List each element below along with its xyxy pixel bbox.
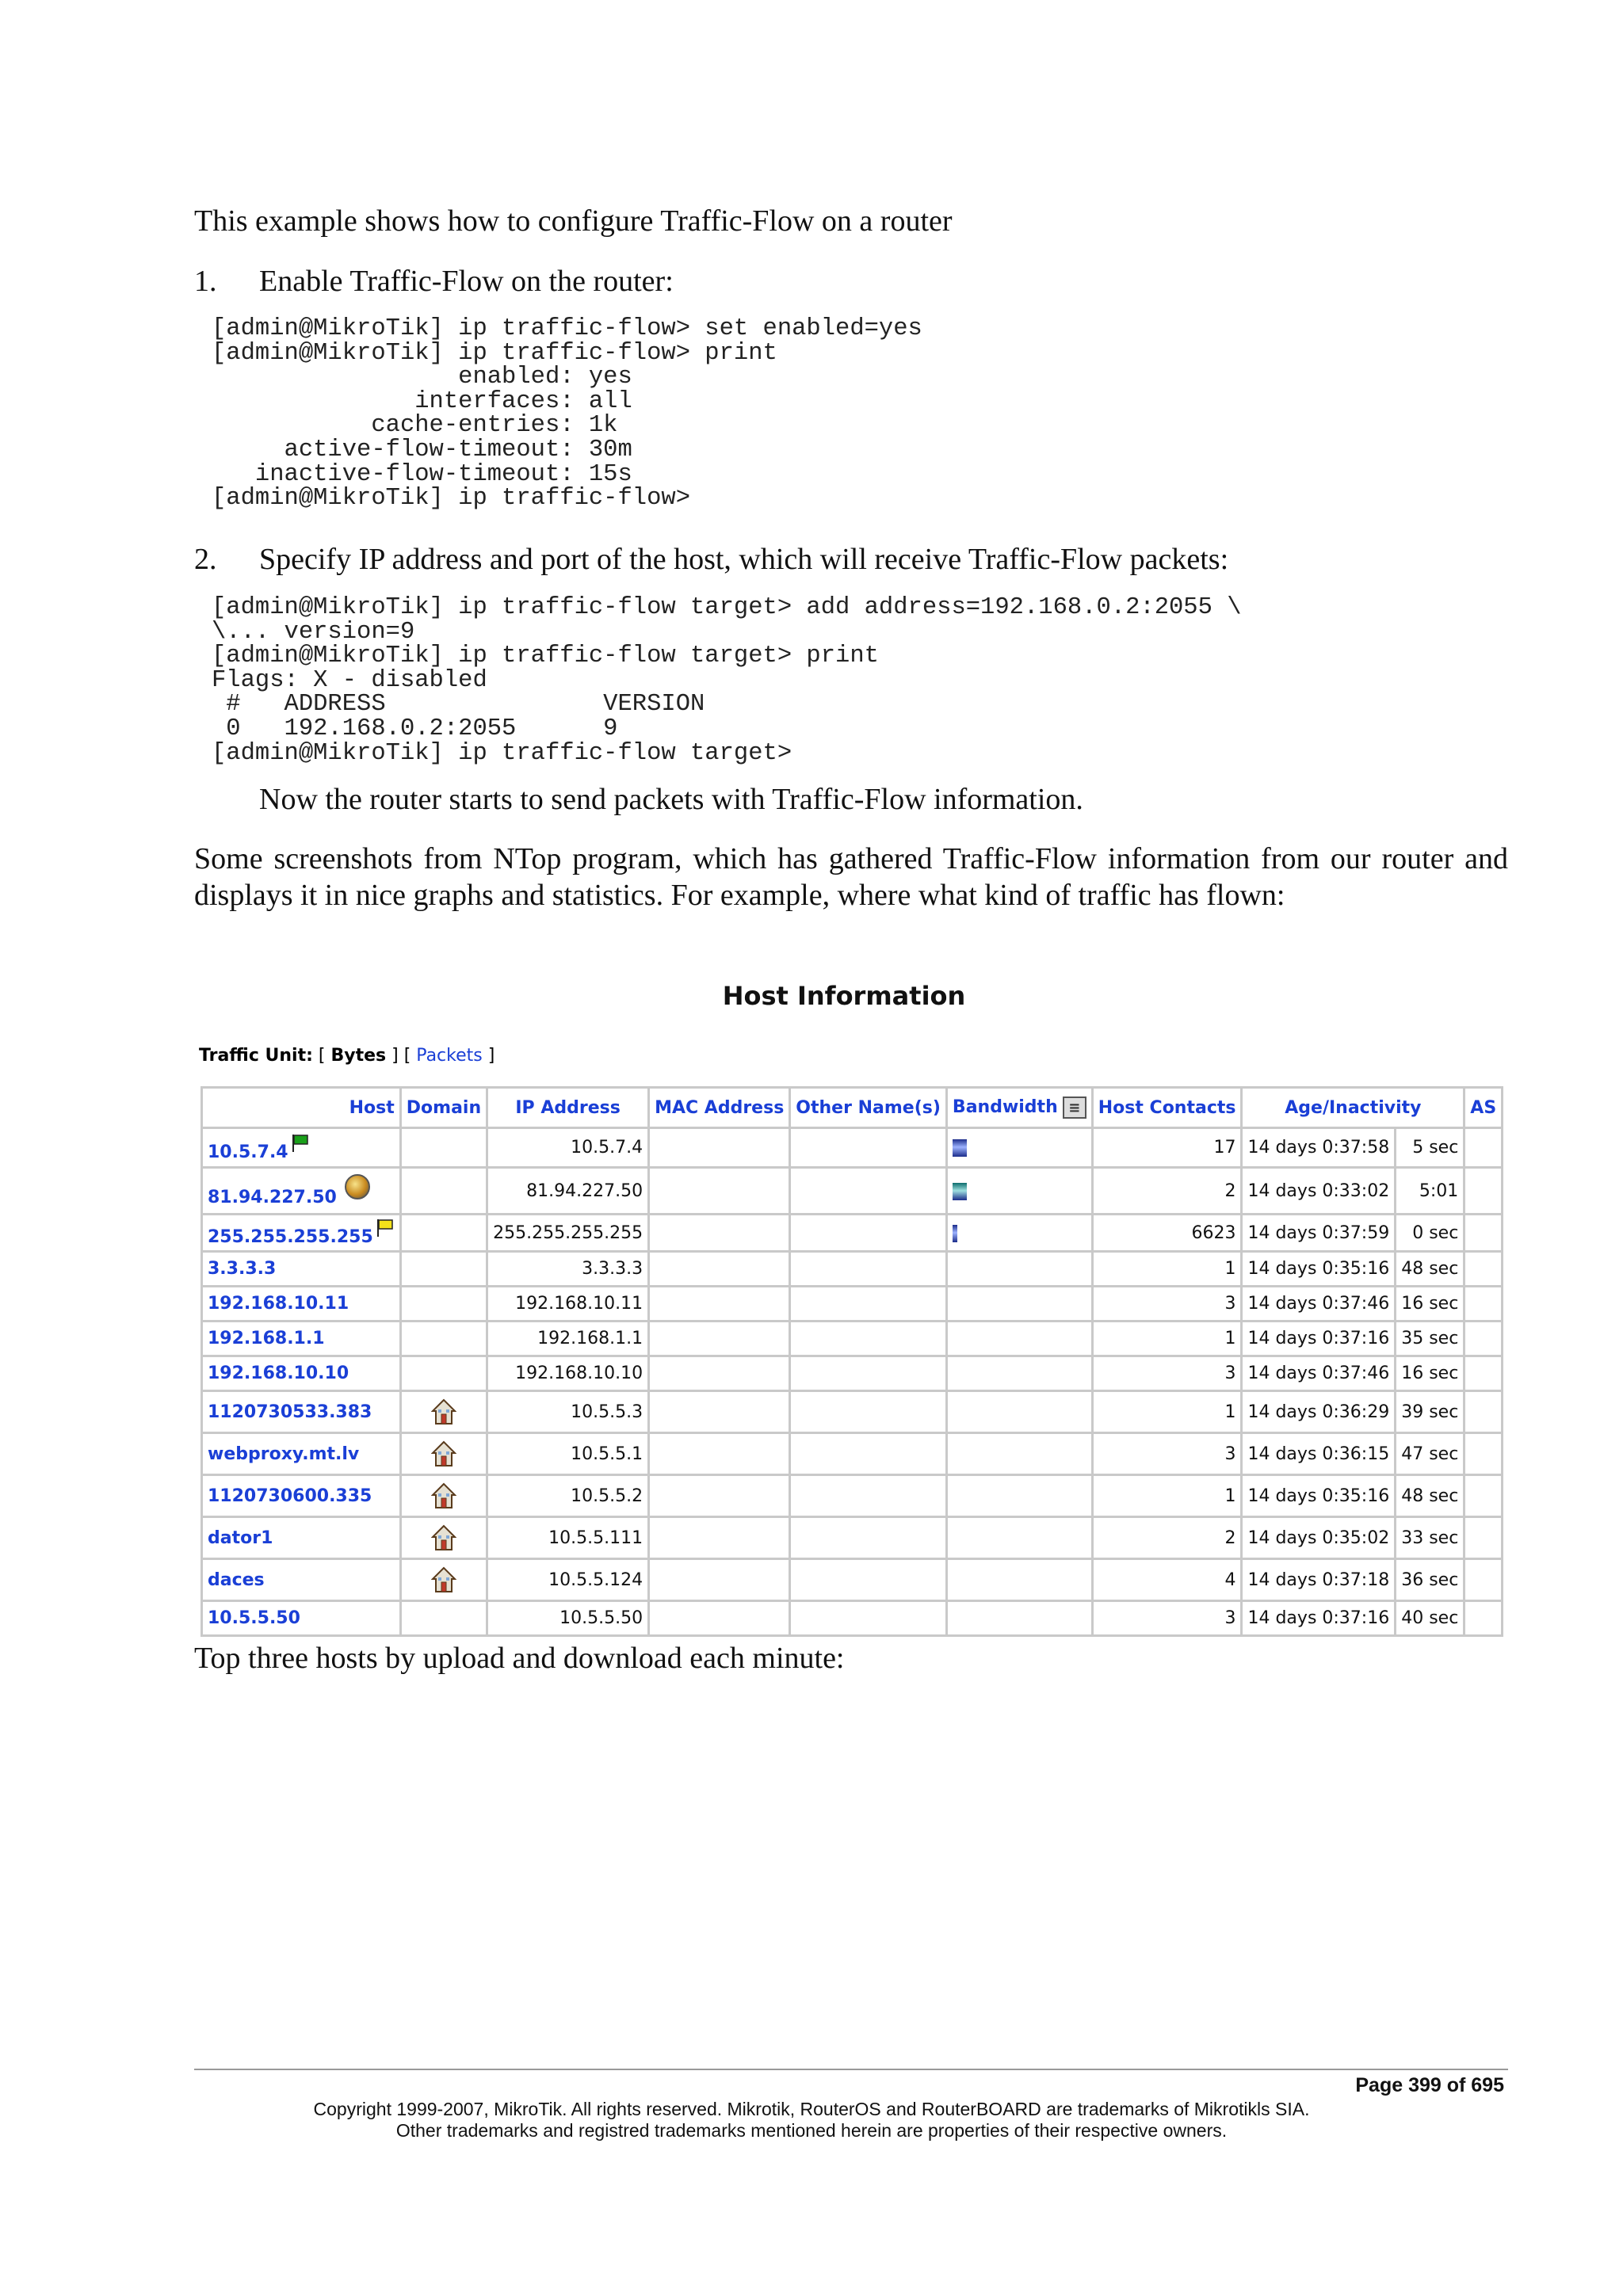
age-cell: 14 days 0:33:02 — [1243, 1169, 1394, 1213]
code-block-1: [admin@MikroTik] ip traffic-flow> set enabled=yes [admin@MikroTik] ip traffic-flow> print enabled: yes interfaces: all cache-entries: 1k active-flow-timeout: 30m inactive-flow-timeout: 15s [admin@MikroTik] ip traffic-flow> — [212, 315, 922, 513]
table-row — [203, 1169, 1501, 1213]
host-link[interactable]: 192.168.10.10 — [208, 1363, 349, 1383]
copyright-line-1: Copyright 1999-2007, MikroTik. All rights reserved. Mikrotik, RouterOS and RouterBOARD are trademarks of Mikrotikls SIA. — [313, 2099, 1310, 2119]
step-2 — [194, 541, 1228, 578]
mac-cell — [650, 1287, 789, 1320]
inactivity-cell: 47 sec — [1396, 1434, 1463, 1474]
host-cell — [203, 1476, 399, 1516]
other-name-cell — [791, 1357, 945, 1390]
bandwidth-cell — [948, 1434, 1091, 1474]
domain-cell — [402, 1357, 486, 1390]
host-cell — [203, 1434, 399, 1474]
mac-cell — [650, 1434, 789, 1474]
domain-cell — [402, 1518, 486, 1558]
bandwidth-cell — [948, 1560, 1091, 1600]
col-ip-address[interactable]: IP Address — [488, 1089, 647, 1127]
other-name-cell — [791, 1129, 945, 1166]
unit-packets-link[interactable]: Packets — [416, 1046, 483, 1066]
age-cell: 14 days 0:37:18 — [1243, 1560, 1394, 1600]
col-bandwidth-label[interactable]: Bandwidth — [952, 1097, 1058, 1117]
domain-cell — [402, 1129, 486, 1166]
table-row — [203, 1357, 1501, 1390]
bandwidth-bar — [953, 1225, 957, 1242]
host-contacts-cell: 3 — [1094, 1357, 1241, 1390]
host-contacts-cell: 1 — [1094, 1253, 1241, 1285]
ip-cell: 10.5.7.4 — [488, 1129, 647, 1166]
ip-cell: 10.5.5.2 — [488, 1476, 647, 1516]
inactivity-cell: 16 sec — [1396, 1287, 1463, 1320]
host-contacts-cell: 1 — [1094, 1392, 1241, 1432]
figure-title: Host Information — [722, 981, 966, 1011]
host-cell — [203, 1253, 399, 1285]
step-2-text: Specify IP address and port of the host, which will receive Traffic-Flow packets: — [259, 543, 1229, 576]
inactivity-cell: 33 sec — [1396, 1518, 1463, 1558]
host-link[interactable]: dator1 — [208, 1527, 273, 1548]
col-other-names[interactable]: Other Name(s) — [791, 1089, 945, 1127]
host-cell — [203, 1322, 399, 1355]
domain-cell — [402, 1253, 486, 1285]
host-link[interactable]: 10.5.7.4 — [208, 1142, 288, 1162]
green-flag-icon — [291, 1134, 310, 1153]
table-row — [203, 1287, 1501, 1320]
ip-cell: 3.3.3.3 — [488, 1253, 647, 1285]
host-rows — [203, 1129, 1501, 1634]
mac-cell — [650, 1518, 789, 1558]
as-cell — [1465, 1287, 1501, 1320]
traffic-unit-selector: Traffic Unit: [ Bytes ] [ Packets ] — [199, 1046, 495, 1066]
step-1-number: 1. — [194, 265, 217, 298]
as-cell — [1465, 1392, 1501, 1432]
ip-cell: 10.5.5.1 — [488, 1434, 647, 1474]
as-cell — [1465, 1434, 1501, 1474]
col-host[interactable]: Host — [203, 1089, 399, 1127]
domain-cell — [402, 1322, 486, 1355]
as-cell — [1465, 1602, 1501, 1634]
domain-cell — [402, 1602, 486, 1634]
table-row — [203, 1322, 1501, 1355]
bandwidth-cell — [948, 1357, 1091, 1390]
mac-cell — [650, 1602, 789, 1634]
host-contacts-cell: 3 — [1094, 1287, 1241, 1320]
bandwidth-cell — [948, 1287, 1091, 1320]
mac-cell — [650, 1169, 789, 1213]
inactivity-cell: 5:01 — [1396, 1169, 1463, 1213]
host-cell — [203, 1287, 399, 1320]
after-code-text: Now the router starts to send packets with Traffic-Flow information. — [259, 783, 1083, 816]
age-cell: 14 days 0:37:58 — [1243, 1129, 1394, 1166]
other-name-cell — [791, 1322, 945, 1355]
as-cell — [1465, 1322, 1501, 1355]
other-name-cell — [791, 1518, 945, 1558]
host-link[interactable]: 255.255.255.255 — [208, 1227, 373, 1247]
host-link[interactable]: 192.168.1.1 — [208, 1329, 325, 1348]
age-cell: 14 days 0:35:02 — [1243, 1518, 1394, 1558]
copyright-line-2: Other trademarks and registred trademarks mentioned herein are properties of their respective owners. — [395, 2120, 1228, 2141]
host-link[interactable]: 192.168.10.11 — [208, 1294, 349, 1314]
domain-cell — [402, 1392, 486, 1432]
host-link[interactable]: 81.94.227.50 — [208, 1188, 337, 1207]
mac-cell — [650, 1560, 789, 1600]
table-row — [203, 1560, 1501, 1600]
bandwidth-cell — [948, 1129, 1091, 1166]
code-block-2: [admin@MikroTik] ip traffic-flow target> add address=192.168.0.2:2055 \ \... version=9 [admin@MikroTik] ip traffic-flow target> print Flags: X - disabled # ADDRESS VERSION 0 192.168.0.2:2055 9 [admin@MikroTik] ip traffic-flow target> — [212, 594, 1242, 767]
bandwidth-cell — [948, 1602, 1091, 1634]
table-row — [203, 1392, 1501, 1432]
mac-cell — [650, 1215, 789, 1250]
mac-cell — [650, 1253, 789, 1285]
ip-cell: 192.168.1.1 — [488, 1322, 647, 1355]
bandwidth-cell — [948, 1169, 1091, 1213]
table-row — [203, 1518, 1501, 1558]
host-link[interactable]: webproxy.mt.lv — [208, 1444, 360, 1464]
other-name-cell — [791, 1392, 945, 1432]
host-contacts-cell: 17 — [1094, 1129, 1241, 1166]
domain-cell — [402, 1560, 486, 1600]
host-cell — [203, 1129, 399, 1166]
step-2-number: 2. — [194, 543, 217, 576]
inactivity-cell: 5 sec — [1396, 1129, 1463, 1166]
mac-cell — [650, 1392, 789, 1432]
screenshots-paragraph: Some screenshots from NTop program, which has gathered Traffic-Flow information from our router and displays it in nice graphs and statistics. For example, where what kind of traffic has flown: — [194, 842, 1508, 912]
ip-cell: 192.168.10.11 — [488, 1287, 647, 1320]
host-contacts-cell: 3 — [1094, 1434, 1241, 1474]
bandwidth-bar — [953, 1139, 967, 1157]
house-icon — [431, 1482, 456, 1509]
ip-cell: 10.5.5.111 — [488, 1518, 647, 1558]
intro-text: This example shows how to configure Traffic-Flow on a router — [194, 204, 953, 238]
bandwidth-bar — [953, 1183, 967, 1200]
as-cell — [1465, 1169, 1501, 1213]
footer-divider — [194, 2069, 1508, 2070]
table-row — [203, 1476, 1501, 1516]
host-link[interactable]: 3.3.3.3 — [208, 1259, 277, 1279]
host-cell — [203, 1169, 399, 1213]
other-name-cell — [791, 1169, 945, 1213]
house-icon — [431, 1398, 456, 1425]
col-bandwidth[interactable] — [948, 1089, 1091, 1127]
domain-cell — [402, 1476, 486, 1516]
col-domain[interactable]: Domain — [402, 1089, 486, 1127]
host-link[interactable]: 1120730600.335 — [208, 1486, 372, 1506]
other-name-cell — [791, 1560, 945, 1600]
inactivity-cell: 0 sec — [1396, 1215, 1463, 1250]
bandwidth-cell — [948, 1476, 1091, 1516]
table-header-row — [203, 1089, 1501, 1127]
age-cell: 14 days 0:36:29 — [1243, 1392, 1394, 1432]
ip-cell: 255.255.255.255 — [488, 1215, 647, 1250]
inactivity-cell: 16 sec — [1396, 1357, 1463, 1390]
mac-cell — [650, 1357, 789, 1390]
inactivity-cell: 48 sec — [1396, 1253, 1463, 1285]
ip-cell: 10.5.5.124 — [488, 1560, 647, 1600]
other-name-cell — [791, 1476, 945, 1516]
bandwidth-cell — [948, 1392, 1091, 1432]
domain-cell — [402, 1215, 486, 1250]
age-cell: 14 days 0:37:59 — [1243, 1215, 1394, 1250]
host-contacts-cell: 2 — [1094, 1518, 1241, 1558]
host-contacts-cell: 2 — [1094, 1169, 1241, 1213]
bandwidth-cell — [948, 1518, 1091, 1558]
other-name-cell — [791, 1253, 945, 1285]
other-name-cell — [791, 1602, 945, 1634]
host-cell — [203, 1602, 399, 1634]
bandwidth-cell — [948, 1253, 1091, 1285]
other-name-cell — [791, 1287, 945, 1320]
as-cell — [1465, 1476, 1501, 1516]
house-icon — [431, 1566, 456, 1593]
bandwidth-cell — [948, 1215, 1091, 1250]
inactivity-cell: 35 sec — [1396, 1322, 1463, 1355]
table-row — [203, 1215, 1501, 1250]
age-cell: 14 days 0:37:46 — [1243, 1287, 1394, 1320]
globe-icon — [345, 1174, 370, 1199]
inactivity-cell: 39 sec — [1396, 1392, 1463, 1432]
house-icon — [431, 1440, 456, 1467]
domain-cell — [402, 1287, 486, 1320]
mac-cell — [650, 1476, 789, 1516]
host-information-table — [200, 1086, 1503, 1637]
age-cell: 14 days 0:37:16 — [1243, 1322, 1394, 1355]
host-contacts-cell: 6623 — [1094, 1215, 1241, 1250]
host-cell — [203, 1560, 399, 1600]
host-cell — [203, 1392, 399, 1432]
traffic-unit-label: Traffic Unit: — [199, 1046, 313, 1066]
mac-cell — [650, 1129, 789, 1166]
host-contacts-cell: 1 — [1094, 1322, 1241, 1355]
ip-cell: 81.94.227.50 — [488, 1169, 647, 1213]
as-cell — [1465, 1129, 1501, 1166]
inactivity-cell: 48 sec — [1396, 1476, 1463, 1516]
step-1-text: Enable Traffic-Flow on the router: — [259, 265, 674, 298]
host-cell — [203, 1518, 399, 1558]
table-row — [203, 1129, 1501, 1166]
table-row — [203, 1253, 1501, 1285]
host-contacts-cell: 3 — [1094, 1602, 1241, 1634]
age-cell: 14 days 0:37:16 — [1243, 1602, 1394, 1634]
domain-cell — [402, 1169, 486, 1213]
age-cell: 14 days 0:36:15 — [1243, 1434, 1394, 1474]
ip-cell: 10.5.5.50 — [488, 1602, 647, 1634]
col-mac-address[interactable]: MAC Address — [650, 1089, 789, 1127]
yellow-flag-icon — [376, 1219, 395, 1238]
bandwidth-cell — [948, 1322, 1091, 1355]
age-cell: 14 days 0:35:16 — [1243, 1476, 1394, 1516]
age-cell: 14 days 0:37:46 — [1243, 1357, 1394, 1390]
host-contacts-cell: 1 — [1094, 1476, 1241, 1516]
page-number: Page 399 of 695 — [1355, 2074, 1504, 2096]
host-contacts-cell: 4 — [1094, 1560, 1241, 1600]
other-name-cell — [791, 1215, 945, 1250]
house-icon — [431, 1524, 456, 1551]
other-name-cell — [791, 1434, 945, 1474]
unit-bytes: Bytes — [330, 1046, 387, 1066]
host-cell — [203, 1215, 399, 1250]
as-cell — [1465, 1215, 1501, 1250]
host-link[interactable]: 1120730533.383 — [208, 1402, 372, 1422]
as-cell — [1465, 1357, 1501, 1390]
col-age-inactivity[interactable]: Age/Inactivity — [1243, 1089, 1463, 1127]
as-cell — [1465, 1518, 1501, 1558]
mac-cell — [650, 1322, 789, 1355]
table-row — [203, 1602, 1501, 1634]
inactivity-cell: 40 sec — [1396, 1602, 1463, 1634]
domain-cell — [402, 1434, 486, 1474]
top-hosts-text: Top three hosts by upload and download each minute: — [194, 1642, 845, 1675]
host-link[interactable]: 10.5.5.50 — [208, 1608, 300, 1628]
sort-icon[interactable]: ≡ — [1063, 1097, 1086, 1119]
table-row — [203, 1434, 1501, 1474]
host-cell — [203, 1357, 399, 1390]
col-host-contacts[interactable]: Host Contacts — [1094, 1089, 1241, 1127]
col-as[interactable]: AS — [1465, 1089, 1501, 1127]
ip-cell: 192.168.10.10 — [488, 1357, 647, 1390]
inactivity-cell: 36 sec — [1396, 1560, 1463, 1600]
step-1 — [194, 263, 674, 299]
ip-cell: 10.5.5.3 — [488, 1392, 647, 1432]
as-cell — [1465, 1253, 1501, 1285]
age-cell: 14 days 0:35:16 — [1243, 1253, 1394, 1285]
as-cell — [1465, 1560, 1501, 1600]
host-link[interactable]: daces — [208, 1569, 265, 1590]
